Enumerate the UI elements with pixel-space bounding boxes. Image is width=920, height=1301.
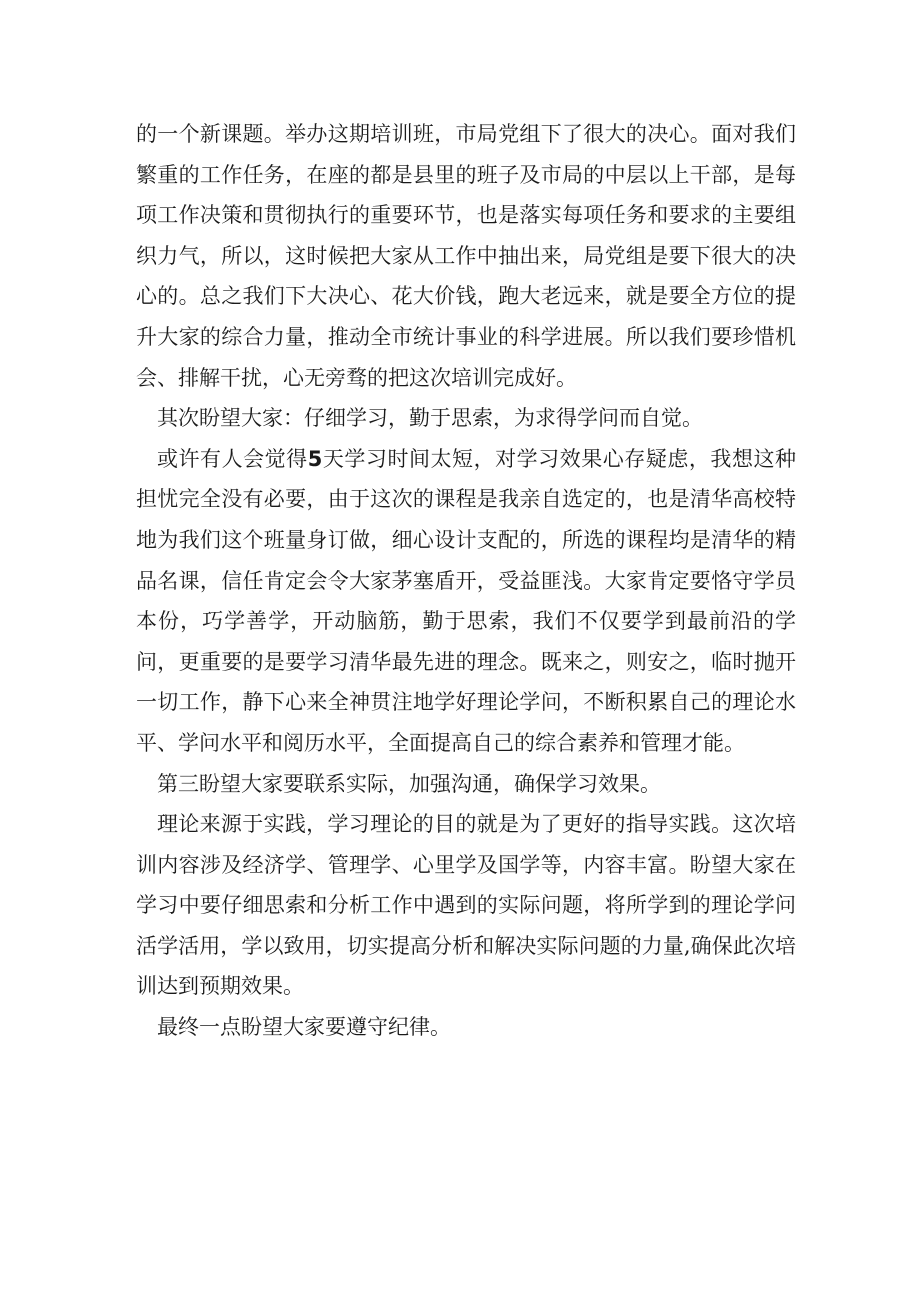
paragraph-1: 的一个新课题。举办这期培训班，市局党组下了很大的决心。面对我们繁重的工作任务，在座的都是县里的班子及市局的中层以上干部，是每项工作决策和贯彻执行的重要环节，也是落实每项任务和要求的主要组织力气，所以，这时候把大家从工作中抽出来，局党组是要下很大的决心的。总之我们下大决心、花大价钱，跑大老远来，就是要全方位的提升大家的综合力量，推动全市统计事业的科学进展。所以我们要珍惜机会、排解干扰，心无旁骛的把这次培训完成好。 xyxy=(136,122,796,390)
paragraph-4: 第三盼望大家要联系实际，加强沟通，确保学习效果。 xyxy=(157,771,661,796)
paragraph-3-rest: 天学习时间太短，对学习效果心存疑虑，我想这种担忧完全没有必要，由于这次的课程是我亲自选定的，也是清华高校特地为我们这个班量身订做，细心设计支配的，所选的课程均是清华的精品名课，信任肯定会令大家茅塞盾开，受益匪浅。大家肯定要恪守学员本份，巧学善学，开动脑筋，勤于思索，我们不仅要学到最前沿的学问，更重要的是要学习清华最先进的理念。既来之，则安之，临时抛开一切工作，静下心来全神贯注地学好理论学问，不断积累自己的理论水平、学问水平和阅历水平，全面提高自己的综合素养和管理才能。 xyxy=(136,446,797,755)
paragraph-6: 最终一点盼望大家要遵守纪律。 xyxy=(157,1015,451,1040)
paragraph-2: 其次盼望大家：仔细学习，勤于思索，为求得学问而自觉。 xyxy=(157,406,703,431)
paragraph-5: 理论来源于实践，学习理论的目的就是为了更好的指导实践。这次培训内容涉及经济学、管理学、心里学及国学等，内容丰富。盼望大家在学习中要仔细思索和分析工作中遇到的实际问题，将所学到的理论学问活学活用，学以致用，切实提高分析和解决实际问题的力量,确保此次培训达到预期效果。 xyxy=(136,812,796,999)
document-body xyxy=(136,114,796,1048)
paragraph-3 xyxy=(136,439,796,764)
paragraph-3-lead: 或许有人会觉得 xyxy=(157,446,308,471)
paragraph-3-number: 5 xyxy=(307,446,323,471)
